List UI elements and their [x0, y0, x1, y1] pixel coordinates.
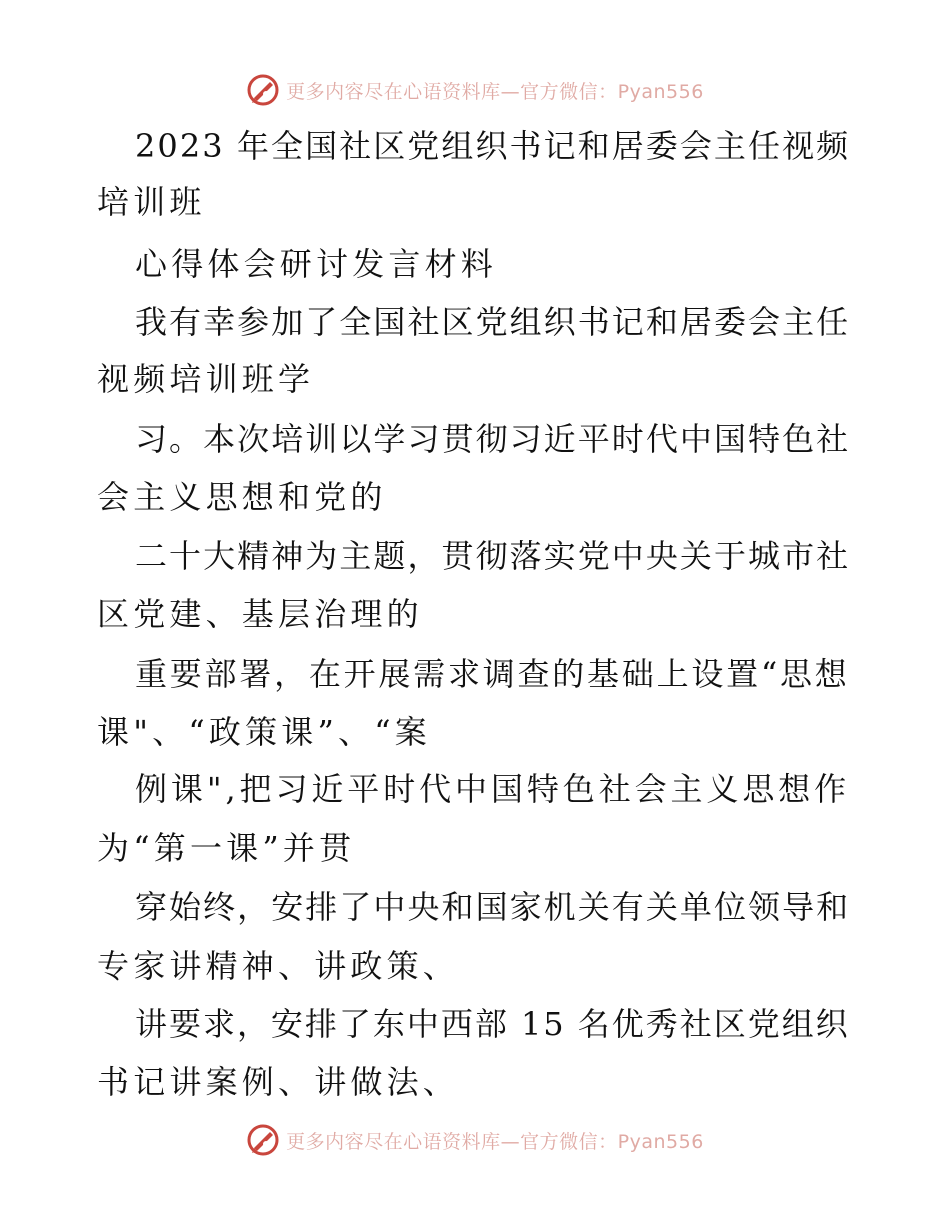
- watermark-banner-top: [0, 70, 950, 110]
- pen-logo-icon: [246, 1123, 280, 1157]
- watermark-banner-bottom: [0, 1120, 950, 1160]
- doc-line: 课"、“政策课”、“案: [97, 713, 431, 751]
- doc-line: 培训班: [97, 183, 206, 221]
- watermark-text: 更多内容尽在心语资料库—官方微信：Pyan556: [286, 1130, 704, 1153]
- doc-line: 书记讲案例、讲做法、: [97, 1063, 460, 1101]
- doc-line: 为“第一课”并贯: [97, 829, 356, 867]
- doc-line: 例课",把习近平时代中国特色社会主义思想作: [135, 770, 851, 808]
- doc-line: 讲要求，安排了东中西部 15 名优秀社区党组织: [135, 1005, 850, 1043]
- doc-line: 我有幸参加了全国社区党组织书记和居委会主任: [135, 303, 851, 341]
- doc-line: 会主义思想和党的: [97, 478, 387, 516]
- doc-line: 2023 年全国社区党组织书记和居委会主任视频: [135, 127, 851, 165]
- doc-line: 心得体会研讨发言材料: [135, 245, 498, 283]
- doc-line: 区党建、基层治理的: [97, 595, 423, 633]
- doc-line: 习。本次培训以学习贯彻习近平时代中国特色社: [135, 420, 851, 458]
- doc-line: 重要部署，在开展需求调查的基础上设置“思想: [135, 655, 850, 693]
- doc-line: 穿始终，安排了中央和国家机关有关单位领导和: [135, 888, 851, 926]
- watermark-text: 更多内容尽在心语资料库—官方微信：Pyan556: [286, 80, 704, 103]
- doc-line: 专家讲精神、讲政策、: [97, 947, 460, 985]
- pen-logo-icon: [246, 73, 280, 107]
- doc-line: 二十大精神为主题，贯彻落实党中央关于城市社: [135, 537, 851, 575]
- doc-line: 视频培训班学: [97, 360, 315, 398]
